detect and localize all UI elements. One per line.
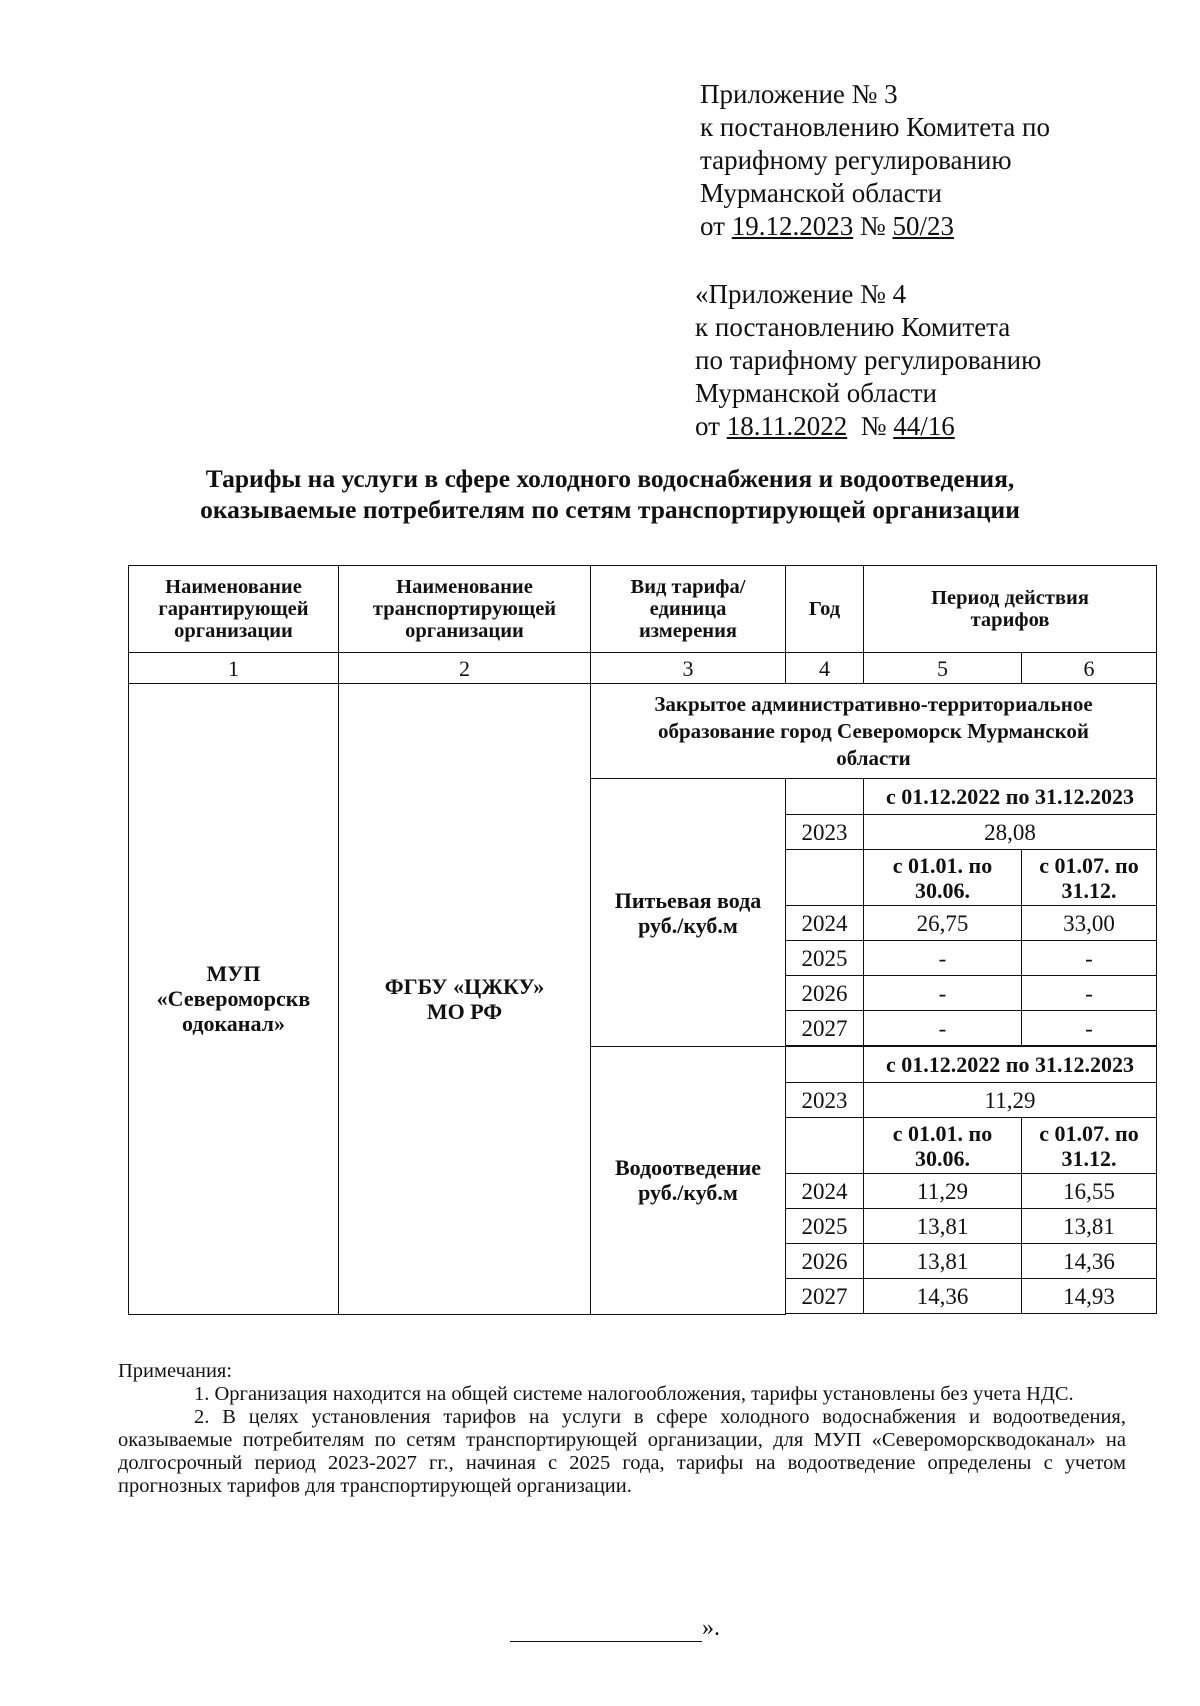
territory-row [129, 684, 1157, 779]
header-tariff-type: Вид тарифа/ единица измерения [591, 566, 786, 653]
value-cell: - [1022, 1011, 1157, 1046]
appendix-4-header [695, 278, 1041, 443]
appendix-4-line: по тарифному регулированию [695, 345, 1042, 375]
date-prefix: от [700, 211, 732, 241]
note-text: 1. Организация находится на общей системе налогообложения, тарифы установлены без учета НДС. [194, 1383, 1074, 1405]
year-cell: 2024 [786, 1174, 864, 1209]
notes-section [118, 1360, 1126, 1498]
water-tariff-label: Питьевая вода руб./куб.м [591, 779, 786, 1047]
year-cell: 2024 [786, 906, 864, 941]
empty-year-cell [786, 1047, 864, 1083]
note-text: 2. В целях установления тарифов на услуги в сфере холодного водоснабжения и водоотведения, оказываемые потребителям по сетям транспортирующей организации, для МУП «Североморскводоканал» на долгосрочный период 2023-2027 гг., начиная с 2025 года, тарифы на водоотведение определены с учетом прогнозных тарифов для транспортирующей организации. [118, 1406, 1126, 1497]
water-half2-header: с 01.07. по 31.12. [1022, 850, 1157, 906]
value-cell: - [1022, 976, 1157, 1011]
value-cell: - [864, 976, 1022, 1011]
closing-line [510, 1615, 720, 1642]
year-cell: 2027 [786, 1011, 864, 1046]
year-cell: 2023 [786, 815, 864, 850]
appendix-3-line: Мурманской области [700, 178, 942, 208]
col-number: 5 [864, 653, 1022, 684]
header-period: Период действия тарифов [864, 566, 1157, 653]
number-prefix: № [853, 211, 893, 241]
value-cell: 11,29 [864, 1174, 1022, 1209]
appendix-4-line: Мурманской области [695, 378, 937, 408]
document-title [110, 463, 1110, 525]
value-cell: 13,81 [864, 1244, 1022, 1279]
note-item [118, 1383, 1126, 1406]
value-cell: 14,36 [1022, 1244, 1157, 1279]
value-cell: 14,36 [864, 1279, 1022, 1314]
value-cell: - [864, 941, 1022, 976]
water-half1-header: с 01.01. по 30.06. [864, 850, 1022, 906]
col-number: 4 [786, 653, 864, 684]
guarantor-org-cell: МУП «Североморскв одоканал» [129, 684, 339, 1315]
column-number-row [129, 653, 1157, 684]
sewer-tariff-label: Водоотведение руб./куб.м [591, 1047, 786, 1315]
col-number: 3 [591, 653, 786, 684]
sewer-value-2023: 11,29 [864, 1083, 1157, 1118]
appendix-3-date-line [700, 210, 1050, 243]
title-line: Тарифы на услуги в сфере холодного водоснабжения и водоотведения, [205, 464, 1015, 493]
territory-cell: Закрытое административно-территориальное образование город Североморск Мурманской области [591, 684, 1157, 779]
table-header-row [129, 566, 1157, 653]
appendix-4-date: 18.11.2022 [726, 411, 848, 441]
value-cell: - [864, 1011, 1022, 1046]
appendix-3-date: 19.12.2023 [731, 211, 854, 241]
value-cell: 33,00 [1022, 906, 1157, 941]
value-cell: 26,75 [864, 906, 1022, 941]
empty-year-cell [786, 779, 864, 815]
value-cell: - [1022, 941, 1157, 976]
empty-year-cell [786, 850, 864, 906]
water-period-full: с 01.12.2022 по 31.12.2023 [864, 779, 1157, 815]
year-cell: 2025 [786, 1209, 864, 1244]
appendix-4-date-line [695, 410, 1041, 443]
number-prefix: № [847, 411, 894, 441]
appendix-3-line: Приложение № 3 [700, 79, 898, 109]
value-cell: 16,55 [1022, 1174, 1157, 1209]
sewer-half2-header: с 01.07. по 31.12. [1022, 1118, 1157, 1174]
title-line: оказываемые потребителям по сетям транспортирующей организации [200, 495, 1020, 524]
col-number: 1 [129, 653, 339, 684]
transport-org-cell: ФГБУ «ЦЖКУ» МО РФ [339, 684, 591, 1315]
date-prefix: от [695, 411, 727, 441]
col-number: 2 [339, 653, 591, 684]
appendix-4-number: 44/16 [893, 411, 955, 441]
appendix-3-header [700, 78, 1050, 243]
appendix-3-number: 50/23 [892, 211, 954, 241]
tariff-table [128, 565, 1157, 1315]
header-transporter: Наименование транспортирующей организации [339, 566, 591, 653]
value-cell: 13,81 [864, 1209, 1022, 1244]
appendix-3-line: к постановлению Комитета по [700, 112, 1050, 142]
appendix-4-line: «Приложение № 4 [695, 279, 907, 309]
sewer-period-full: с 01.12.2022 по 31.12.2023 [864, 1047, 1157, 1083]
year-cell: 2026 [786, 976, 864, 1011]
empty-year-cell [786, 1118, 864, 1174]
value-cell: 14,93 [1022, 1279, 1157, 1314]
year-cell: 2023 [786, 1083, 864, 1118]
year-cell: 2026 [786, 1244, 864, 1279]
note-item [118, 1406, 1126, 1498]
closing-quote: ». [702, 1615, 720, 1641]
appendix-4-line: к постановлению Комитета [695, 312, 1011, 342]
year-cell: 2025 [786, 941, 864, 976]
water-value-2023: 28,08 [864, 815, 1157, 850]
header-year: Год [786, 566, 864, 653]
value-cell: 13,81 [1022, 1209, 1157, 1244]
signature-line [510, 1621, 702, 1642]
header-guarantor: Наименование гарантирующей организации [129, 566, 339, 653]
year-cell: 2027 [786, 1279, 864, 1314]
col-number: 6 [1022, 653, 1157, 684]
appendix-3-line: тарифному регулированию [700, 145, 1012, 175]
notes-heading: Примечания: [118, 1360, 233, 1382]
sewer-half1-header: с 01.01. по 30.06. [864, 1118, 1022, 1174]
